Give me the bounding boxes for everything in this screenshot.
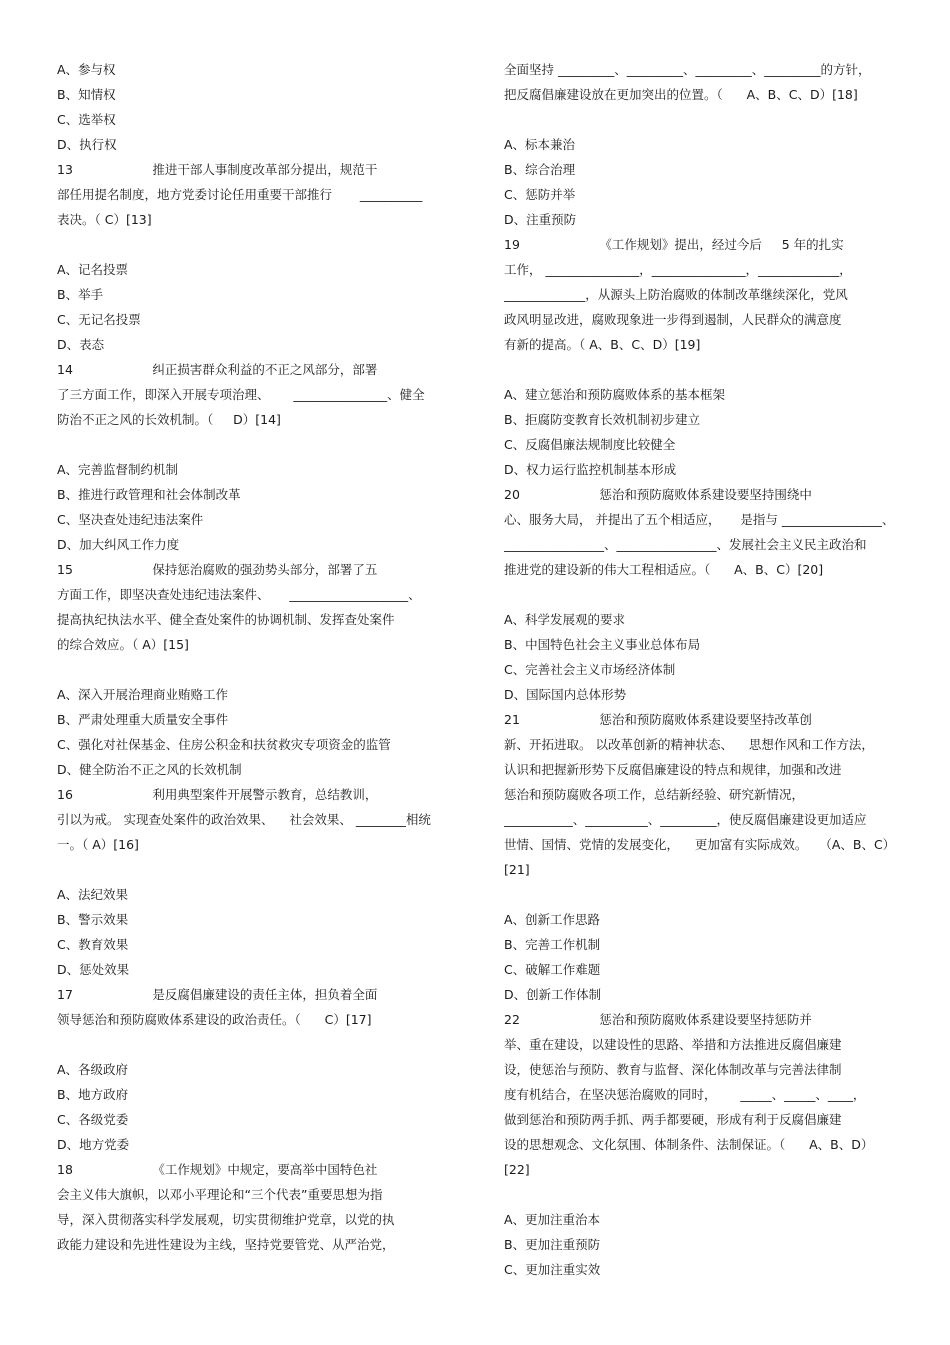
- blank-line: [504, 357, 896, 382]
- left-text-line: 的综合效应。（ A）[15]: [57, 637, 189, 652]
- right-text-line: 世情、国情、党情的发展变化， 更加富有实际成效。 （A、B、C）: [504, 837, 896, 852]
- right-option-line: A、标本兼治: [504, 137, 576, 152]
- left-option-line: C、无记名投票: [57, 312, 141, 327]
- blank-line: [57, 657, 449, 682]
- right-text-line: ___________、__________、_________，使反腐倡廉建设更加适应: [504, 812, 867, 827]
- left-option-line: C、选举权: [57, 112, 116, 127]
- blank-line: [57, 1032, 449, 1057]
- left-option-line: D、执行权: [57, 137, 117, 152]
- right-option-line: D、权力运行监控机制基本形成: [504, 462, 677, 477]
- left-text-line: 引以为戒。 实现查处案件的政治效果、 社会效果、 ________相统: [57, 812, 431, 827]
- right-option-line: D、注重预防: [504, 212, 577, 227]
- right-question-line: 21 惩治和预防腐败体系建设要坚持改革创: [504, 712, 812, 727]
- left-option-line: D、表态: [57, 337, 105, 352]
- right-text-line: 度有机结合，在坚决惩治腐败的同时， _____、_____、____，: [504, 1087, 866, 1102]
- right-option-line: D、创新工作体制: [504, 987, 602, 1002]
- left-option-line: A、各级政府: [57, 1062, 129, 1077]
- right-text-line: 惩治和预防腐败各项工作，总结新经验、研究新情况，: [504, 787, 805, 802]
- blank-line: [504, 582, 896, 607]
- left-option-line: D、地方党委: [57, 1137, 130, 1152]
- left-text-line: 了三方面工作，即深入开展专项治理、 _______________、健全: [57, 387, 425, 402]
- right-option-line: C、完善社会主义市场经济体制: [504, 662, 676, 677]
- left-option-line: C、各级党委: [57, 1112, 129, 1127]
- left-text-line: 表决。（ C）[13]: [57, 212, 152, 227]
- left-option-line: C、强化对社保基金、住房公积金和扶贫救灾专项资金的监管: [57, 737, 391, 752]
- right-option-line: C、反腐倡廉法规制度比较健全: [504, 437, 676, 452]
- blank-line: [57, 857, 449, 882]
- right-text-line: 工作， _______________，_______________，_____________，: [504, 262, 852, 277]
- right-option-line: C、更加注重实效: [504, 1262, 601, 1277]
- left-text-line: 会主义伟大旗帜，以邓小平理论和“三个代表”重要思想为指: [57, 1187, 383, 1202]
- right-text-line: 设，使惩治与预防、教育与监督、深化体制改革与完善法律制: [504, 1062, 842, 1077]
- right-option-line: C、惩防并举: [504, 187, 576, 202]
- left-question-line: 16 利用典型案件开展警示教育，总结教训，: [57, 787, 378, 802]
- right-option-line: A、更加注重治本: [504, 1212, 601, 1227]
- left-text-line: 部任用提名制度，地方党委讨论任用重要干部推行 __________: [57, 187, 423, 202]
- right-question-line: 22 惩治和预防腐败体系建设要坚持惩防并: [504, 1012, 812, 1027]
- blank-line: [504, 882, 896, 907]
- left-option-line: A、参与权: [57, 62, 116, 77]
- left-option-line: D、健全防治不正之风的长效机制: [57, 762, 242, 777]
- right-option-line: B、完善工作机制: [504, 937, 601, 952]
- left-option-line: C、坚决查处违纪违法案件: [57, 512, 204, 527]
- left-text-line: 一。（ A）[16]: [57, 837, 139, 852]
- right-option-line: B、中国特色社会主义事业总体布局: [504, 637, 701, 652]
- left-text-line: 政能力建设和先进性建设为主线，坚持党要管党、从严治党，: [57, 1237, 395, 1252]
- right-option-line: A、科学发展观的要求: [504, 612, 626, 627]
- left-question-line: 18 《工作规划》中规定，要高举中国特色社: [57, 1162, 378, 1177]
- left-option-line: B、知情权: [57, 87, 116, 102]
- blank-line: [57, 232, 449, 257]
- left-question-line: 15 保持惩治腐败的强劲势头部分，部署了五: [57, 562, 378, 577]
- left-text-line: 防治不正之风的长效机制。（ D）[14]: [57, 412, 281, 427]
- right-text-line: [21]: [504, 862, 530, 877]
- right-option-line: A、建立惩治和预防腐败体系的基本框架: [504, 387, 726, 402]
- left-question-line: 17 是反腐倡廉建设的责任主体，担负着全面: [57, 987, 378, 1002]
- blank-line: [504, 107, 896, 132]
- right-text-line: 举、重在建设，以建设性的思路、举措和方法推进反腐倡廉建: [504, 1037, 842, 1052]
- left-option-line: A、法纪效果: [57, 887, 129, 902]
- left-text-line: 方面工作，即坚决查处违纪违法案件、 ___________________、: [57, 587, 421, 602]
- right-text-line: 全面坚持 _________、_________、_________、_________的方针，: [504, 62, 871, 77]
- left-question-line: 14 纠正损害群众利益的不正之风部分，部署: [57, 362, 378, 377]
- right-option-line: B、综合治理: [504, 162, 576, 177]
- right-text-line: 心、服务大局， 并提出了五个相适应， 是指与 ________________、: [504, 512, 895, 527]
- left-question-line: 13 推进干部人事制度改革部分提出，规范干: [57, 162, 378, 177]
- left-text-line: 提高执纪执法水平、健全查处案件的协调机制、发挥查处案件: [57, 612, 395, 627]
- right-option-line: C、破解工作难题: [504, 962, 601, 977]
- left-text-line: 领导惩治和预防腐败体系建设的政治责任。（ C）[17]: [57, 1012, 372, 1027]
- left-option-line: C、教育效果: [57, 937, 129, 952]
- right-column: [504, 57, 896, 1282]
- left-option-line: D、惩处效果: [57, 962, 130, 977]
- right-option-line: B、拒腐防变教育长效机制初步建立: [504, 412, 701, 427]
- right-text-line: _____________，从源头上防治腐败的体制改革继续深化，党风: [504, 287, 848, 302]
- right-text-line: 做到惩治和预防两手抓、两手都要硬，形成有利于反腐倡廉建: [504, 1112, 842, 1127]
- right-text-line: 推进党的建设新的伟大工程相适应。（ A、B、C）[20]: [504, 562, 824, 577]
- right-text-line: 有新的提高。（ A、B、C、D）[19]: [504, 337, 701, 352]
- left-column: [57, 57, 449, 1257]
- right-text-line: [22]: [504, 1162, 530, 1177]
- right-text-line: 认识和把握新形势下反腐倡廉建设的特点和规律，加强和改进: [504, 762, 842, 777]
- left-text-line: 导，深入贯彻落实科学发展观，切实贯彻维护党章，以党的执: [57, 1212, 395, 1227]
- right-option-line: D、国际国内总体形势: [504, 687, 627, 702]
- left-option-line: B、严肃处理重大质量安全事件: [57, 712, 229, 727]
- left-option-line: B、警示效果: [57, 912, 129, 927]
- left-option-line: B、推进行政管理和社会体制改革: [57, 487, 241, 502]
- right-text-line: 把反腐倡廉建设放在更加突出的位置。（ A、B、C、D）[18]: [504, 87, 858, 102]
- left-option-line: B、地方政府: [57, 1087, 129, 1102]
- blank-line: [57, 432, 449, 457]
- left-option-line: A、深入开展治理商业贿赂工作: [57, 687, 229, 702]
- right-text-line: 设的思想观念、文化氛围、体制条件、法制保证。（ A、B、D）: [504, 1137, 874, 1152]
- right-text-line: 政风明显改进，腐败现象进一步得到遏制，人民群众的满意度: [504, 312, 842, 327]
- left-option-line: A、完善监督制约机制: [57, 462, 179, 477]
- right-question-line: 20 惩治和预防腐败体系建设要坚持围绕中: [504, 487, 812, 502]
- left-option-line: A、记名投票: [57, 262, 129, 277]
- right-option-line: A、创新工作思路: [504, 912, 601, 927]
- right-option-line: B、更加注重预防: [504, 1237, 601, 1252]
- left-option-line: B、举手: [57, 287, 104, 302]
- right-text-line: ________________、________________、发展社会主义民主政治和: [504, 537, 867, 552]
- blank-line: [504, 1182, 896, 1207]
- right-text-line: 新、开拓进取。 以改革创新的精神状态、 思想作风和工作方法，: [504, 737, 874, 752]
- right-question-line: 19 《工作规划》提出，经过今后 5 年的扎实: [504, 237, 844, 252]
- left-option-line: D、加大纠风工作力度: [57, 537, 180, 552]
